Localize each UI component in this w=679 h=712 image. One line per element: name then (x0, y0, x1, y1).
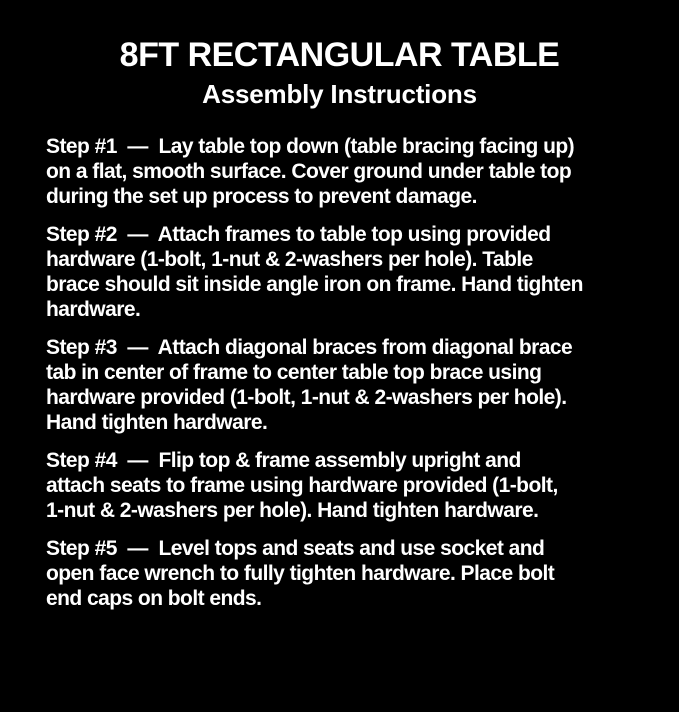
step-2-line-1: Step #2 — Attach frames to table top using provided (46, 223, 551, 246)
step-1-line-1: Step #1 — Lay table top down (table bracing facing up) (46, 135, 575, 158)
step-2 (46, 222, 649, 322)
step-4-line-2: attach seats to frame using hardware provided (1-bolt, (46, 474, 558, 497)
step-5-line-3: end caps on bolt ends. (46, 587, 262, 610)
step-5-line-2: open face wrench to fully tighten hardware. Place bolt (46, 562, 555, 585)
page-title: 8FT RECTANGULAR TABLE (119, 36, 560, 74)
step-4-line-1: Step #4 — Flip top & frame assembly upright and (46, 449, 521, 472)
step-1-line-2: on a flat, smooth surface. Cover ground under table top (46, 160, 572, 183)
step-1 (46, 134, 649, 209)
steps-list (0, 134, 679, 611)
step-3 (46, 335, 649, 435)
step-3-line-1: Step #3 — Attach diagonal braces from diagonal brace (46, 336, 573, 359)
step-2-line-2: hardware (1-bolt, 1-nut & 2-washers per hole). Table (46, 248, 533, 271)
instruction-card (0, 33, 679, 712)
step-4 (46, 448, 649, 523)
step-2-line-3: brace should sit inside angle iron on frame. Hand tighten (46, 273, 583, 296)
step-3-line-2: tab in center of frame to center table top brace using (46, 361, 542, 384)
step-5-line-1: Step #5 — Level tops and seats and use socket and (46, 537, 545, 560)
step-3-line-4: Hand tighten hardware. (46, 411, 268, 434)
step-2-line-4: hardware. (46, 298, 141, 321)
step-3-line-3: hardware provided (1-bolt, 1-nut & 2-washers per hole). (46, 386, 567, 409)
step-1-line-3: during the set up process to prevent damage. (46, 185, 477, 208)
page-subtitle: Assembly Instructions (202, 79, 477, 109)
step-4-line-3: 1-nut & 2-washers per hole). Hand tighten hardware. (46, 499, 539, 522)
step-5 (46, 536, 649, 611)
